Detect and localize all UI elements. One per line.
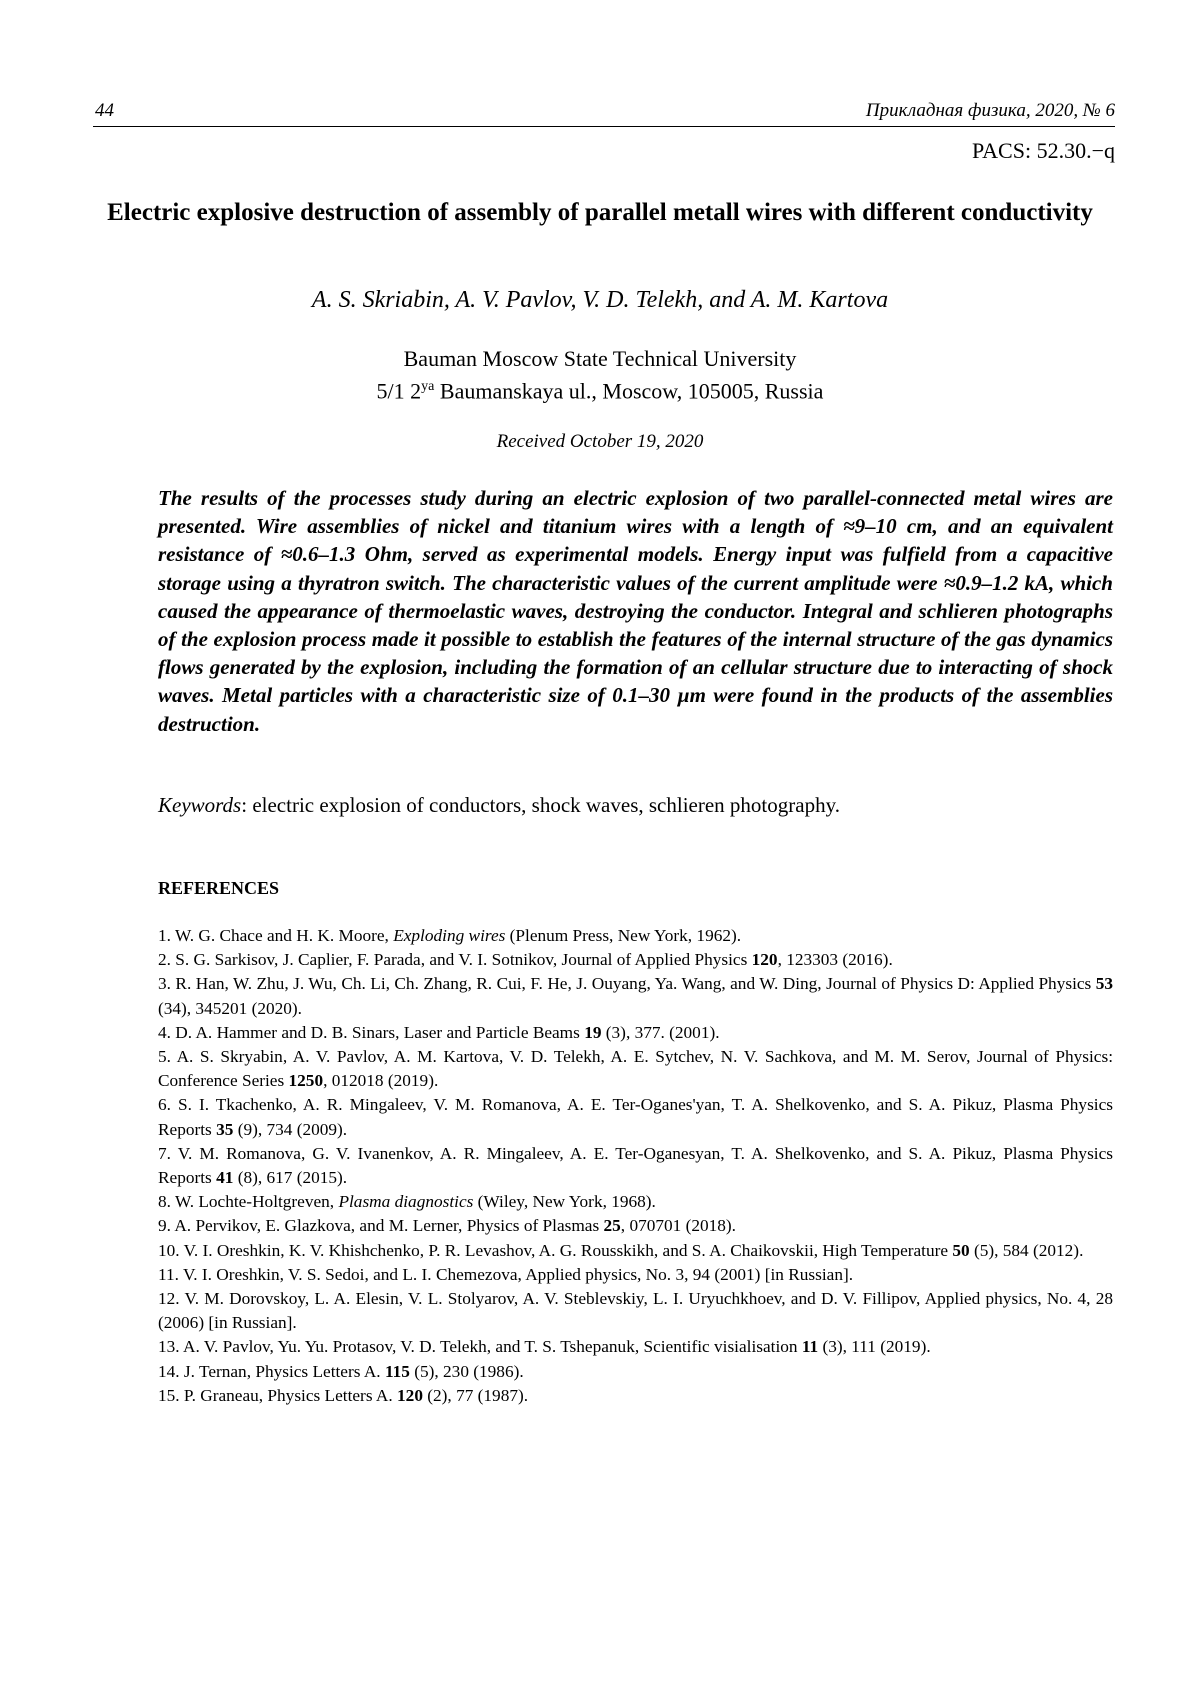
reference-details: (9), 734 (2009). (233, 1120, 347, 1139)
affiliation (100, 345, 1100, 405)
reference-text: 5. A. S. Skryabin, A. V. Pavlov, A. M. Kartova, V. D. Telekh, A. E. Sytchev, N. V. Sachkova, and M. M. Serov, Journal of Physics: Conference Series (158, 1047, 1113, 1090)
reference-details: (5), 584 (2012). (970, 1241, 1084, 1260)
keywords-text: : electric explosion of conductors, shock waves, schlieren photography. (241, 793, 840, 817)
reference-volume: 41 (216, 1168, 233, 1187)
reference-text: 4. D. A. Hammer and D. B. Sinars, Laser and Particle Beams (158, 1023, 584, 1042)
reference-item (158, 1287, 1113, 1335)
reference-item (158, 1142, 1113, 1190)
reference-text: 12. V. M. Dorovskoy, L. A. Elesin, V. L. Stolyarov, A. V. Steblevskiy, L. I. Uryuchkhoev, and D. V. Fillipov, Applied physics, No. 4, 28 (2006) [in Russian]. (158, 1289, 1113, 1332)
reference-volume: 11 (802, 1337, 818, 1356)
reference-text: 9. A. Pervikov, E. Glazkova, and M. Lerner, Physics of Plasmas (158, 1216, 604, 1235)
reference-details: , 123303 (2016). (778, 950, 893, 969)
reference-details: (3), 111 (2019). (818, 1337, 930, 1356)
affiliation-line-2 (100, 373, 1100, 405)
reference-volume: 120 (752, 950, 778, 969)
reference-item (158, 1045, 1113, 1093)
reference-item (158, 1263, 1113, 1287)
keywords (158, 793, 1118, 818)
reference-volume: 19 (584, 1023, 601, 1042)
reference-text: 2. S. G. Sarkisov, J. Caplier, F. Parada, and V. I. Sotnikov, Journal of Applied Physics (158, 950, 752, 969)
reference-details: (3), 377. (2001). (601, 1023, 719, 1042)
address-superscript: ya (421, 379, 434, 394)
paper-title: Electric explosive destruction of assembly of parallel metall wires with different conductivity (100, 196, 1100, 230)
reference-text: 13. A. V. Pavlov, Yu. Yu. Protasov, V. D. Telekh, and T. S. Tshepanuk, Scientific visialisation (158, 1337, 802, 1356)
reference-details: (34), 345201 (2020). (158, 999, 302, 1018)
journal-name: Прикладная физика, 2020, № 6 (866, 100, 1115, 122)
reference-volume: 50 (952, 1241, 969, 1260)
reference-text: 7. V. M. Romanova, G. V. Ivanenkov, A. R. Mingaleev, A. E. Ter-Oganesyan, T. A. Shelkovenko, and S. A. Pikuz, Plasma Physics Reports (158, 1144, 1113, 1187)
page-number: 44 (95, 100, 114, 122)
reference-item (158, 1360, 1113, 1384)
reference-list (158, 924, 1113, 1408)
keywords-label: Keywords (158, 793, 241, 817)
reference-item (158, 1239, 1113, 1263)
reference-details: (5), 230 (1986). (410, 1362, 524, 1381)
reference-italic-title: Plasma diagnostics (338, 1192, 473, 1211)
reference-text: 6. S. I. Tkachenko, A. R. Mingaleev, V. M. Romanova, A. E. Ter-Oganes'yan, T. A. Shelkovenko, and S. A. Pikuz, Plasma Physics Reports (158, 1095, 1113, 1138)
reference-volume: 25 (604, 1216, 621, 1235)
reference-details: (8), 617 (2015). (233, 1168, 347, 1187)
running-header (95, 92, 1115, 122)
reference-text: 3. R. Han, W. Zhu, J. Wu, Ch. Li, Ch. Zhang, R. Cui, F. He, J. Ouyang, Ya. Wang, and W. Ding, Journal of Physics D: Applied Physics (158, 974, 1096, 993)
reference-volume: 1250 (289, 1071, 324, 1090)
reference-volume: 120 (397, 1386, 423, 1405)
reference-volume: 115 (385, 1362, 410, 1381)
abstract: The results of the processes study during an electric explosion of two parallel-connected metal wires are presented. Wire assemblies of nickel and titanium wires with a length of ≈9–10 cm, and an equivalent resistance of ≈0.6–1.3 Ohm, served as experimental models. Energy input was fulfield from a capacitive storage using a thyratron switch. The characteristic values of the current amplitude were ≈0.9–1.2 kA, which caused the appearance of thermoelastic waves, destroying the conductor. Integral and schlieren photographs of the explosion process made it possible to establish the features of the internal structure of the gas dynamics flows generated by the explosion, including the formation of an cellular structure due to interacting of shock waves. Metal particles with a characteristic size of 0.1–30 µm were found in the products of the assemblies destruction. (158, 484, 1113, 738)
reference-text: 11. V. I. Oreshkin, V. S. Sedoi, and L. I. Chemezova, Applied physics, No. 3, 94 (2001) [in Russian]. (158, 1265, 853, 1284)
reference-details: (2), 77 (1987). (423, 1386, 528, 1405)
reference-text: 10. V. I. Oreshkin, K. V. Khishchenko, P. R. Levashov, A. G. Rousskikh, and S. A. Chaikovskii, High Temperature (158, 1241, 952, 1260)
reference-details: (Wiley, New York, 1968). (473, 1192, 656, 1211)
received-date: Received October 19, 2020 (100, 431, 1100, 453)
reference-text: 1. W. G. Chace and H. K. Moore, (158, 926, 393, 945)
reference-item (158, 1384, 1113, 1408)
reference-details: (Plenum Press, New York, 1962). (505, 926, 741, 945)
reference-volume: 35 (216, 1120, 233, 1139)
reference-item (158, 1093, 1113, 1141)
reference-italic-title: Exploding wires (393, 926, 505, 945)
reference-item (158, 1021, 1113, 1045)
reference-item (158, 972, 1113, 1020)
header-rule (93, 126, 1115, 127)
reference-text: 15. P. Graneau, Physics Letters A. (158, 1386, 397, 1405)
reference-details: , 012018 (2019). (323, 1071, 438, 1090)
reference-item (158, 1335, 1113, 1359)
affiliation-line-1: Bauman Moscow State Technical University (100, 345, 1100, 373)
reference-item (158, 924, 1113, 948)
reference-volume: 53 (1096, 974, 1113, 993)
reference-text: 14. J. Ternan, Physics Letters A. (158, 1362, 385, 1381)
address-prefix: 5/1 2 (377, 378, 422, 403)
references-heading: REFERENCES (158, 878, 279, 899)
author-list: A. S. Skriabin, A. V. Pavlov, V. D. Telekh, and A. M. Kartova (100, 287, 1100, 314)
reference-text: 8. W. Lochte-Holtgreven, (158, 1192, 338, 1211)
address-rest: Baumanskaya ul., Moscow, 105005, Russia (434, 378, 823, 403)
reference-item (158, 1190, 1113, 1214)
reference-details: , 070701 (2018). (621, 1216, 736, 1235)
reference-item (158, 948, 1113, 972)
reference-item (158, 1214, 1113, 1238)
pacs-code: PACS: 52.30.−q (972, 138, 1115, 164)
